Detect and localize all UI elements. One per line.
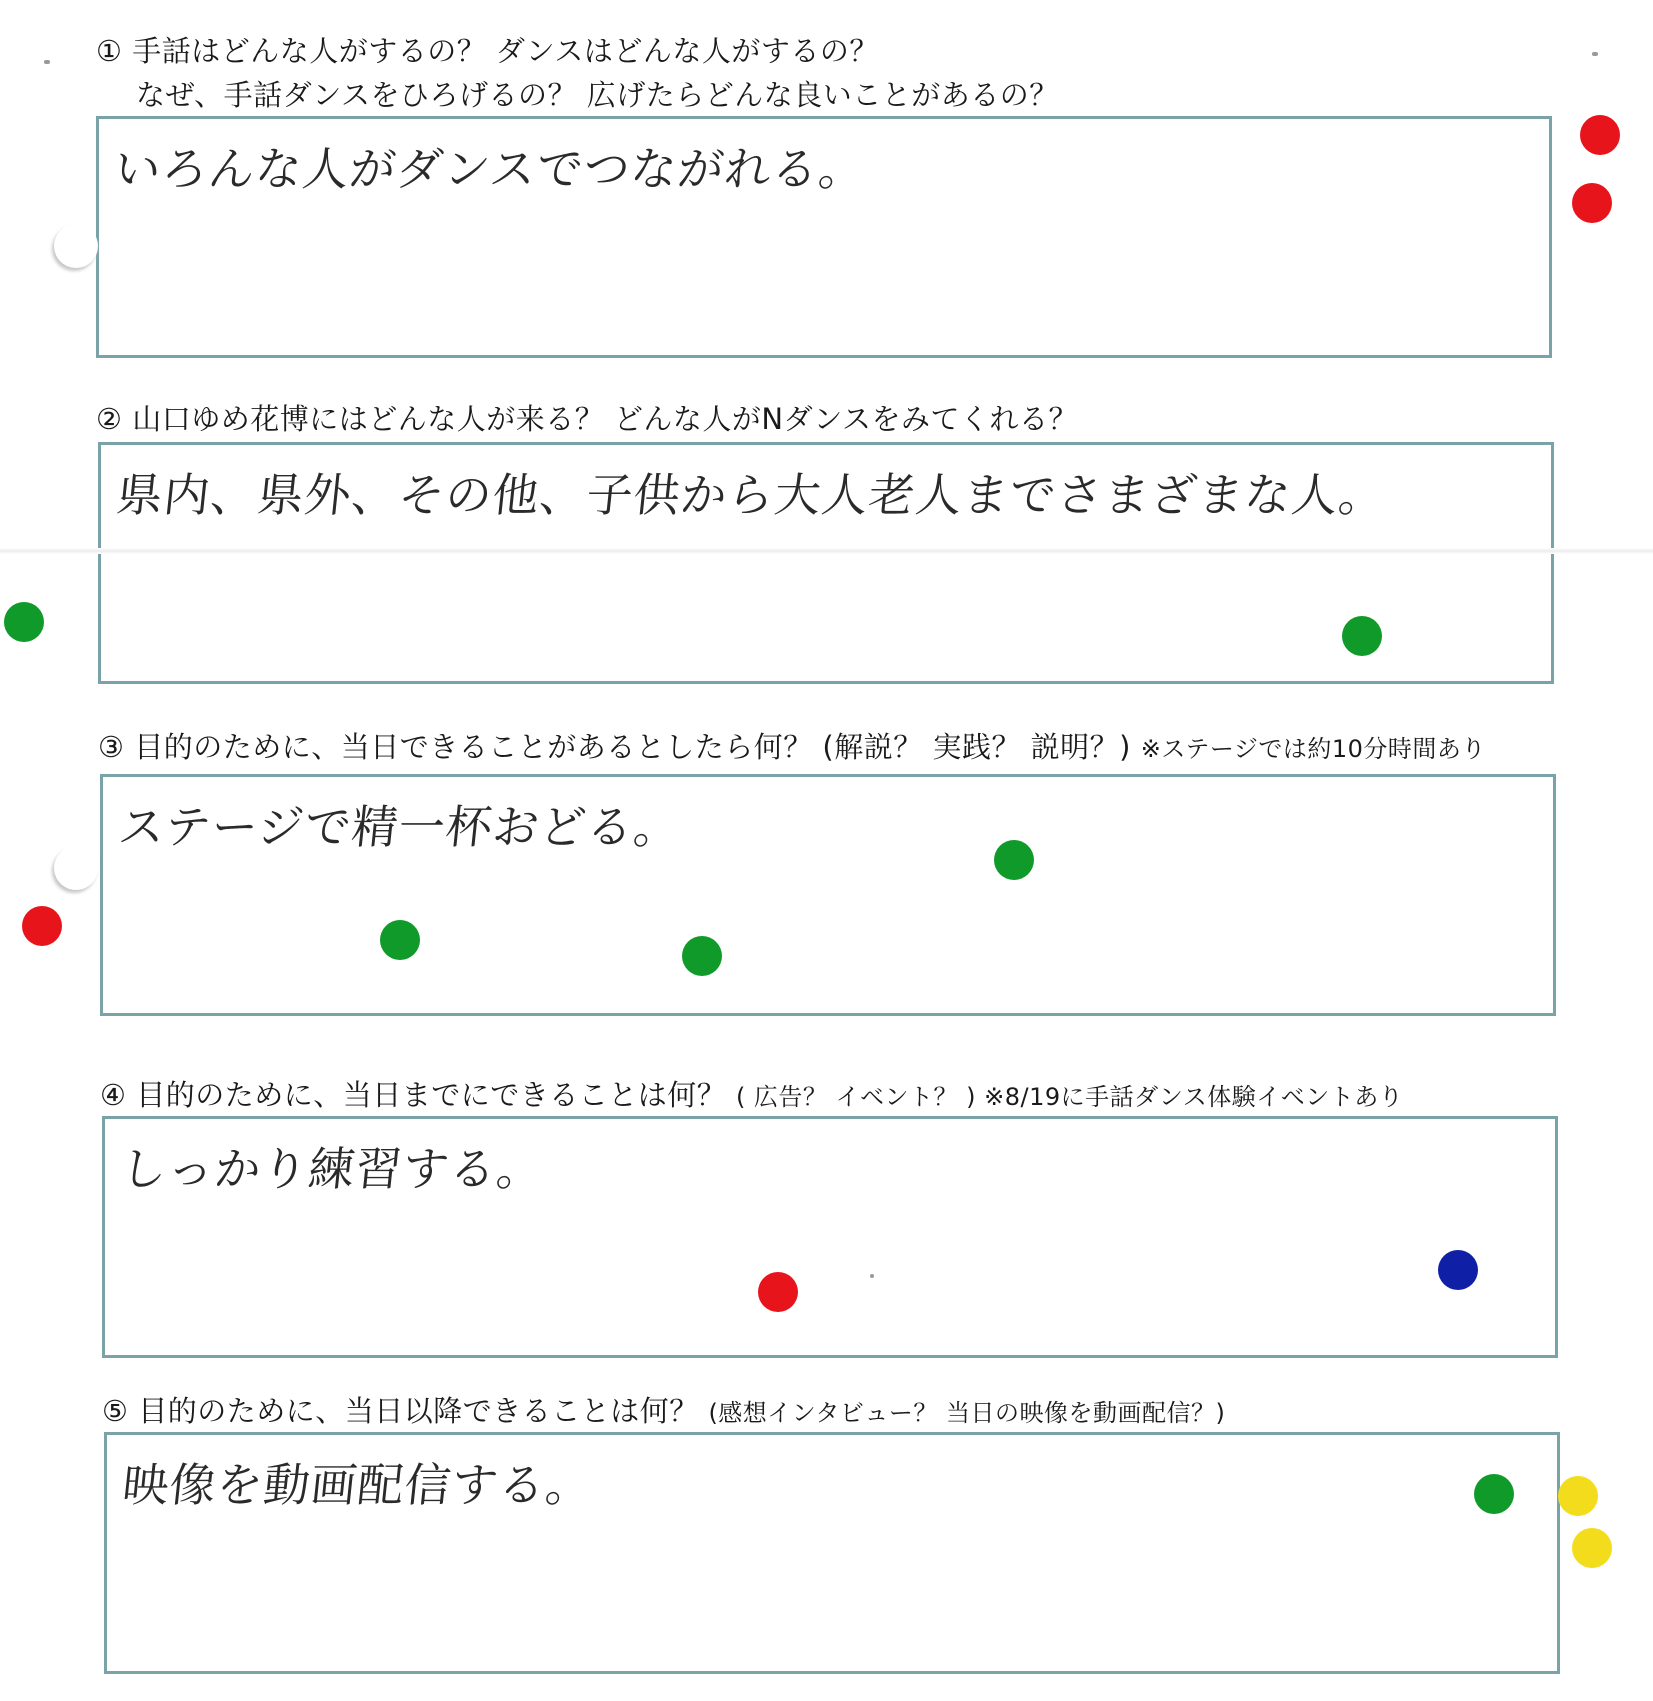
red-dot-sticker xyxy=(1580,115,1620,155)
question-3-main: ③ 目的のために、当日できることがあるとしたら何？ (解説？ 実践？ 説明？) xyxy=(98,730,1132,764)
answer-box-1[interactable] xyxy=(96,116,1552,358)
red-dot-sticker xyxy=(22,906,62,946)
question-5-note: (感想インタビュー？ 当日の映像を動画配信？) xyxy=(708,1399,1226,1427)
answer-3-text: ステージで精一杯おどる。 xyxy=(115,800,684,854)
answer-4-text: しっかり練習する。 xyxy=(117,1142,547,1196)
yellow-dot-sticker xyxy=(1572,1528,1612,1568)
paper-speck xyxy=(1592,52,1598,56)
question-5-line-1 xyxy=(102,1394,1225,1429)
answer-box-4[interactable] xyxy=(102,1116,1558,1358)
paper-speck xyxy=(870,1274,874,1278)
question-3-line-1 xyxy=(98,730,1486,765)
answer-5-text: 映像を動画配信する。 xyxy=(119,1458,596,1512)
answer-2-text: 県内、県外、その他、子供から大人老人までさまざまな人。 xyxy=(113,468,1389,522)
paper-speck xyxy=(44,60,50,64)
question-3-note: ※ステージでは約10分時間あり xyxy=(1140,735,1486,763)
question-4-line-1 xyxy=(100,1078,1403,1113)
green-dot-sticker xyxy=(1342,616,1382,656)
question-2-line-1: ② 山口ゆめ花博にはどんな人が来る？ どんな人がNダンスをみてくれる？ xyxy=(96,402,1079,436)
punch-hole-top xyxy=(54,224,98,268)
yellow-dot-sticker xyxy=(1558,1476,1598,1516)
answer-box-3[interactable] xyxy=(100,774,1556,1016)
answer-1-text: いろんな人がダンスでつながれる。 xyxy=(111,142,869,196)
green-dot-sticker xyxy=(4,602,44,642)
red-dot-sticker xyxy=(758,1272,798,1312)
paper-fold-line xyxy=(0,548,1653,554)
green-dot-sticker xyxy=(994,840,1034,880)
red-dot-sticker xyxy=(1572,183,1612,223)
punch-hole-bottom xyxy=(54,846,98,890)
blue-dot-sticker xyxy=(1438,1250,1478,1290)
green-dot-sticker xyxy=(1474,1474,1514,1514)
green-dot-sticker xyxy=(380,920,420,960)
question-1-line-1: ① 手話はどんな人がするの？ ダンスはどんな人がするの？ xyxy=(96,34,879,68)
answer-box-5[interactable] xyxy=(104,1432,1560,1674)
green-dot-sticker xyxy=(682,936,722,976)
question-1-line-2: なぜ、手話ダンスをひろげるの？ 広げたらどんな良いことがあるの？ xyxy=(136,78,1059,112)
question-4-note: ( 広告？ イベント？ ) ※8/19に手話ダンス体験イベントあり xyxy=(735,1083,1404,1111)
answer-box-2[interactable] xyxy=(98,442,1554,684)
question-5-main: ⑤ 目的のために、当日以降できることは何？ xyxy=(102,1394,699,1428)
question-4-main: ④ 目的のために、当日までにできることは何？ xyxy=(100,1078,727,1112)
